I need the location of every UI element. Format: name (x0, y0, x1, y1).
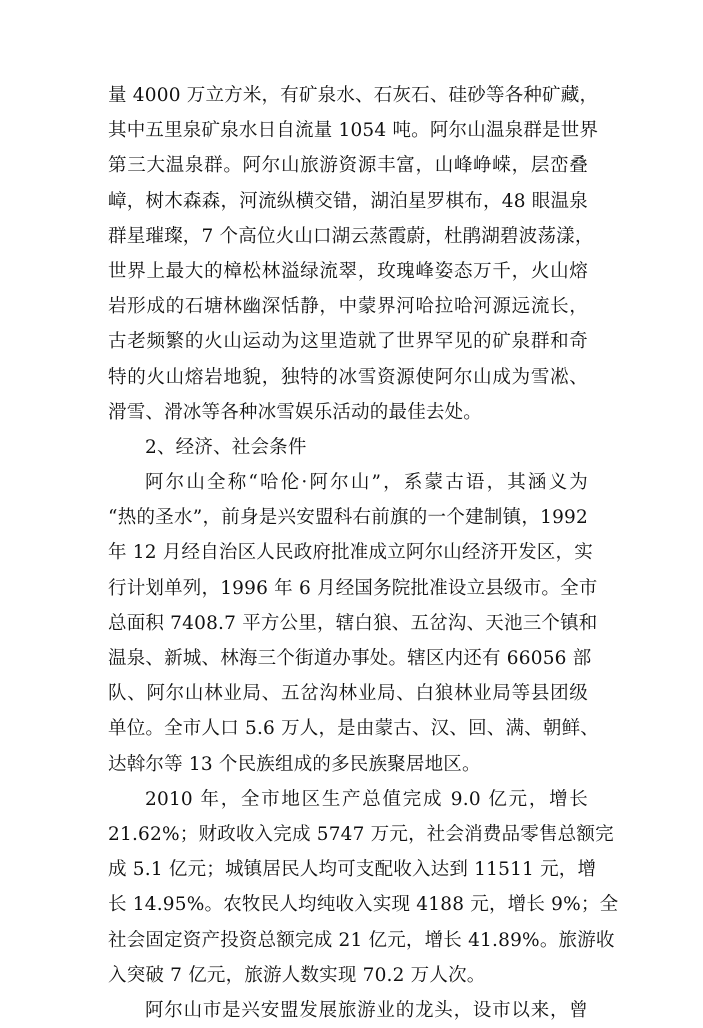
text-line-8: 古老频繁的火山运动为这里造就了世界罕见的矿泉群和奇 (108, 331, 588, 353)
text-line-10: 滑雪、滑冰等各种冰雪娱乐活动的最佳去处。 (108, 401, 483, 423)
text-line-27: 阿尔山市是兴安盟发展旅游业的龙头，设市以来，曾 (145, 999, 588, 1021)
text-line-24: 长 14.95%。农牧民人均纯收入实现 4188 元，增长 9%；全 (108, 894, 619, 916)
text-line-23: 成 5.1 亿元；城镇居民人均可支配收入达到 11511 元，增 (108, 859, 597, 881)
text-line-9: 特的火山熔岩地貌，独特的冰雪资源使阿尔山成为雪凇、 (108, 366, 588, 388)
text-line-6: 世界上最大的樟松林溢绿流翠，玫瑰峰姿态万千，火山熔 (108, 260, 588, 282)
text-line-19: 单位。全市人口 5.6 万人，是由蒙古、汉、回、满、朝鲜、 (108, 718, 599, 740)
text-line-21: 2010 年，全市地区生产总值完成 9.0 亿元，增长 (145, 788, 588, 810)
text-line-17: 温泉、新城、林海三个街道办事处。辖区内还有 66056 部 (108, 648, 592, 669)
body-text (108, 78, 619, 1028)
text-line-16: 总面积 7408.7 平方公里，辖白狼、五岔沟、天池三个镇和 (108, 612, 598, 634)
text-line-7: 岩形成的石塘林幽深恬静，中蒙界河哈拉哈河源远流长， (108, 296, 588, 318)
section-heading: 2、经济、社会条件 (145, 436, 307, 458)
text-line-25: 社会固定资产投资总额完成 21 亿元，增长 41.89%。旅游收 (108, 929, 615, 951)
text-line-4: 嶂，树木森森，河流纵横交错，湖泊星罗棋布，48 眼温泉 (108, 190, 588, 212)
text-line-18: 队、阿尔山林业局、五岔沟林业局、白狼林业局等县团级 (108, 683, 588, 705)
text-line-15: 行计划单列，1996 年 6 月经国务院批准设立县级市。全市 (108, 577, 598, 599)
text-line-13: “热的圣水”，前身是兴安盟科右前旗的一个建制镇，1992 (108, 507, 588, 529)
text-line-1: 量 4000 万立方米，有矿泉水、石灰石、硅砂等各种矿藏， (108, 85, 599, 106)
text-line-5: 群星璀璨，7 个高位火山口湖云蒸霞蔚，杜鹃湖碧波荡漾， (108, 225, 594, 247)
text-line-20: 达斡尔等 13 个民族组成的多民族聚居地区。 (108, 753, 481, 775)
text-line-14: 年 12 月经自治区人民政府批准成立阿尔山经济开发区，实 (108, 542, 593, 564)
text-line-2: 其中五里泉矿泉水日自流量 1054 吨。阿尔山温泉群是世界 (108, 120, 599, 142)
text-line-26: 入突破 7 亿元，旅游人数实现 70.2 万人次。 (108, 964, 486, 986)
text-line-22: 21.62%；财政收入完成 5747 万元，社会消费品零售总额完 (108, 823, 614, 845)
text-line-12: 阿尔山全称“哈伦·阿尔山”，系蒙古语，其涵义为 (145, 472, 588, 494)
text-line-3: 第三大温泉群。阿尔山旅游资源丰富，山峰峥嵘，层峦叠 (108, 155, 588, 177)
